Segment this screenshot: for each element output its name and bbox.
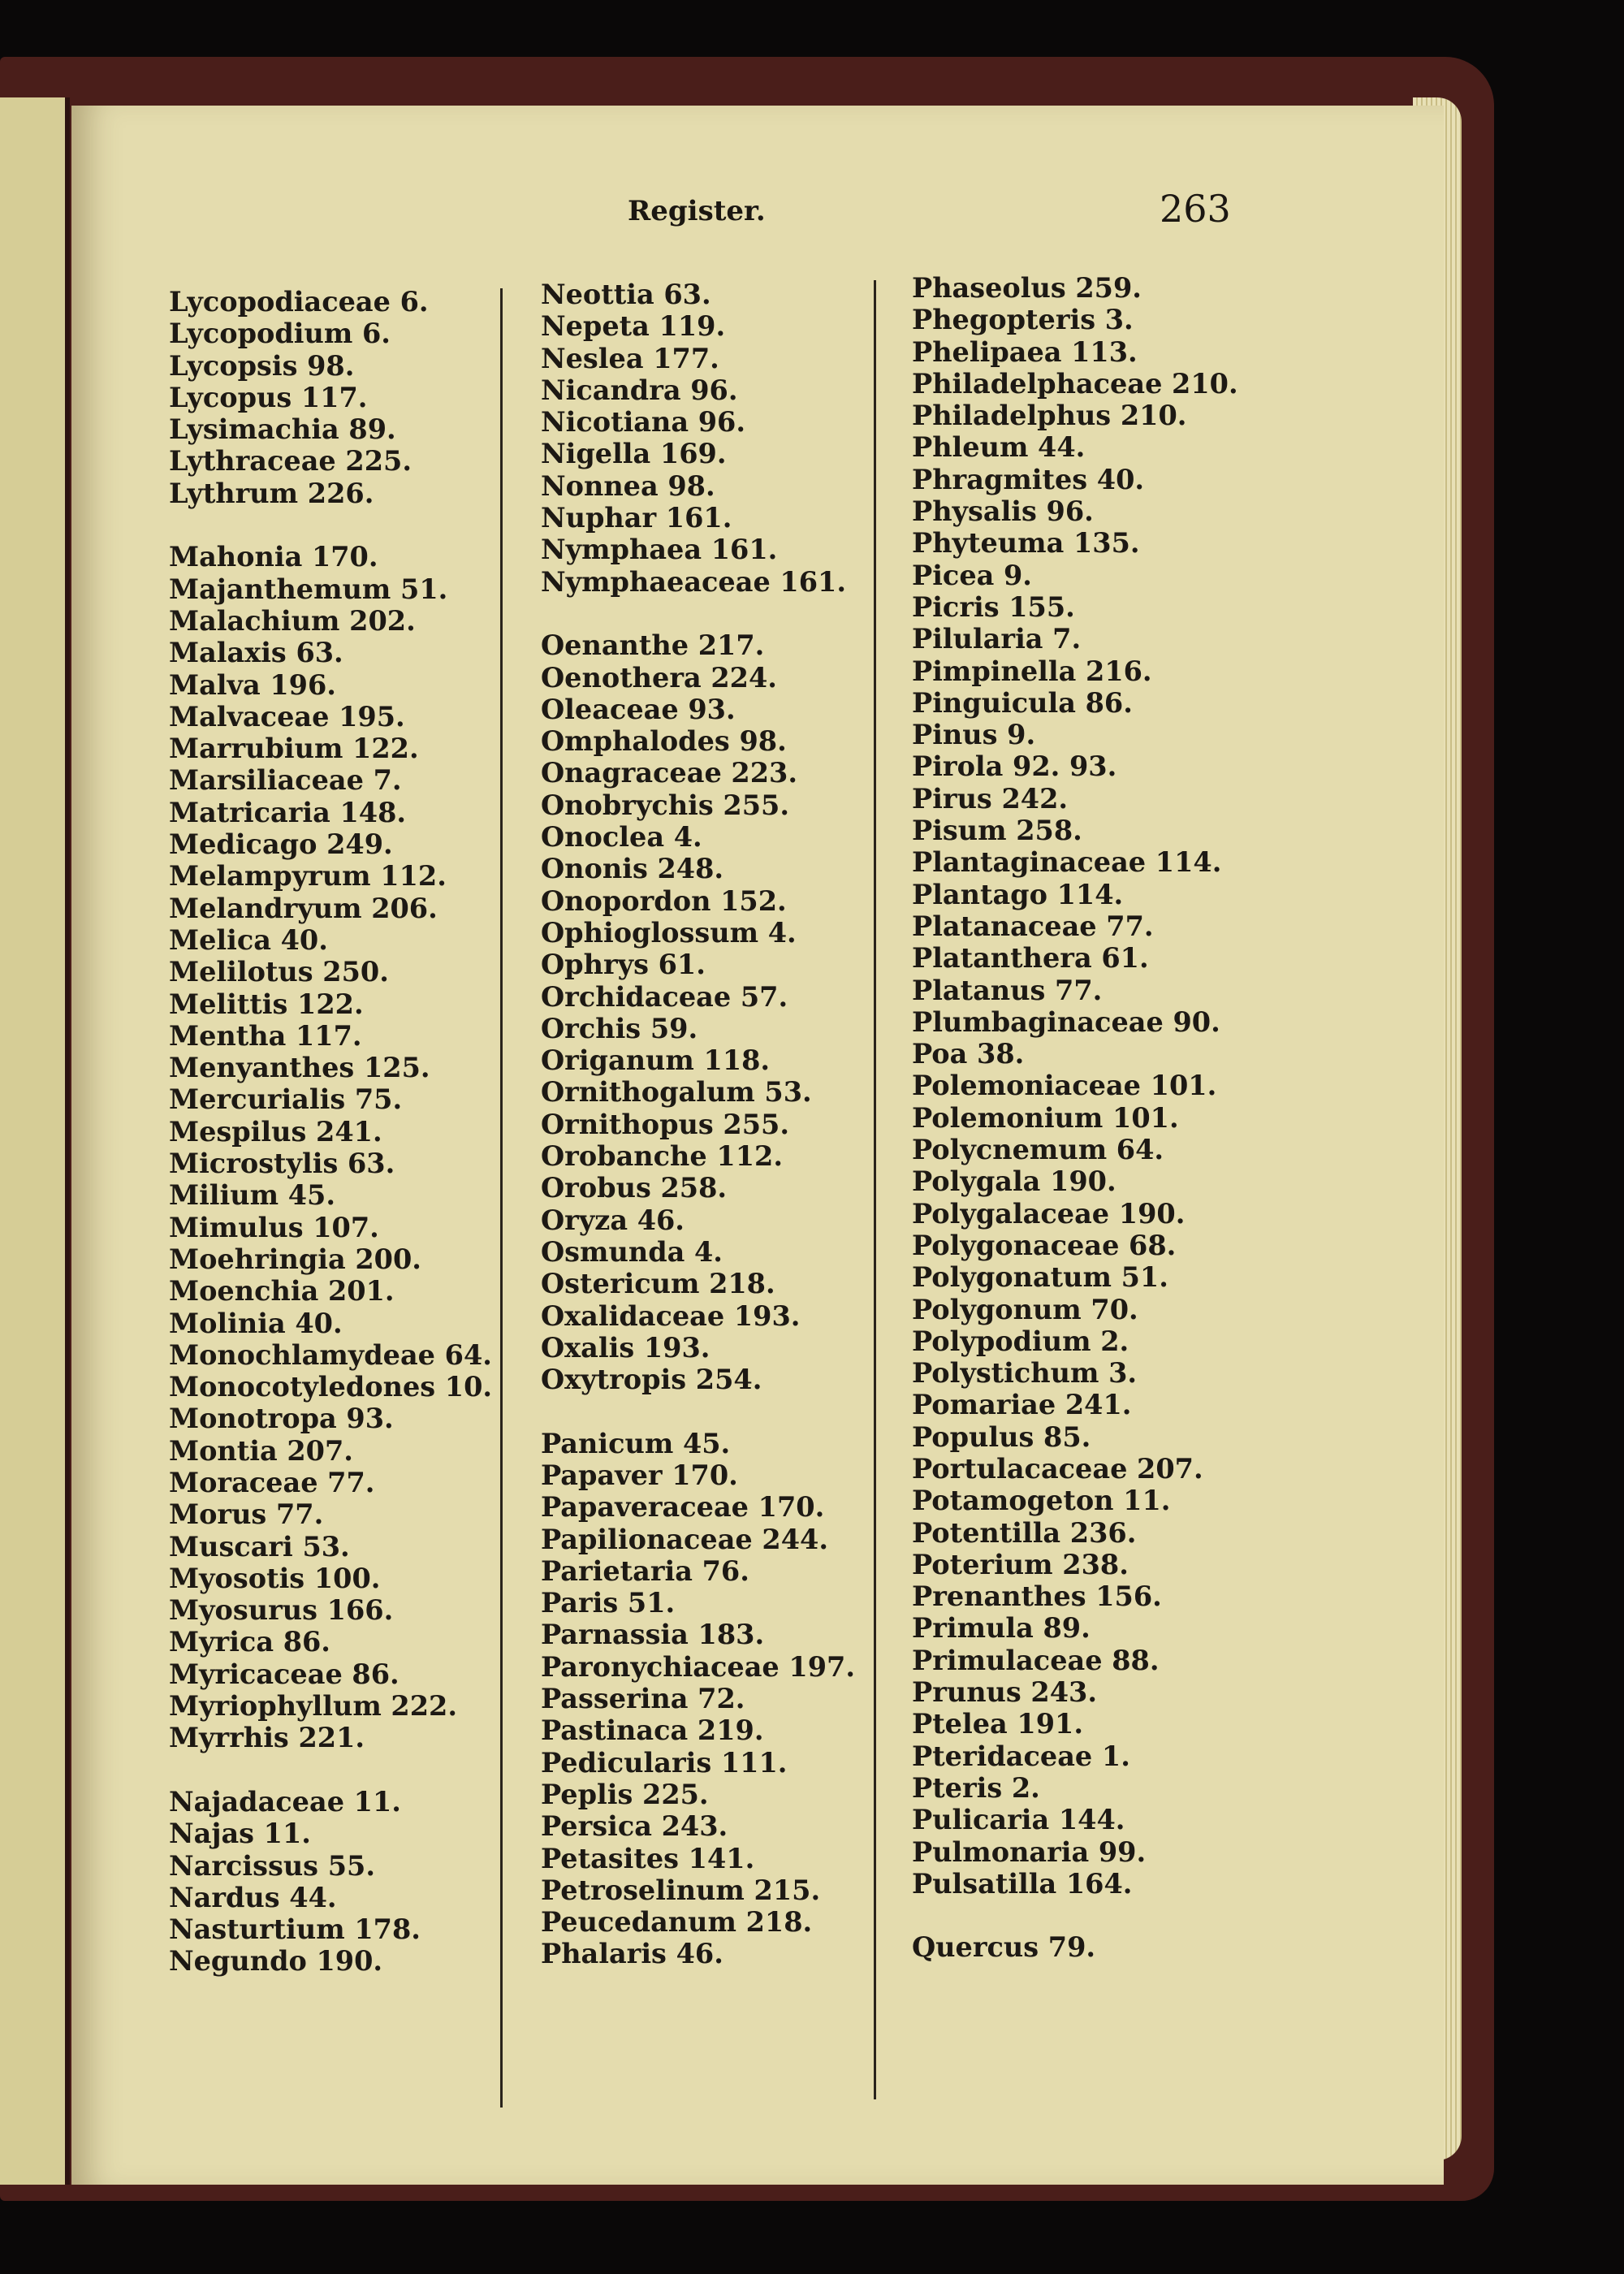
index-entry: Menyanthes 125. [169,1052,430,1084]
index-entry: Pedicularis 111. [541,1746,788,1779]
index-entry: Petasites 141. [541,1842,755,1874]
section-gap [912,1900,1238,1931]
index-entry: Physalis 96. [912,495,1094,528]
index-entry: Monotropa 93. [169,1403,394,1435]
index-entry: Nasturtium 178. [169,1913,421,1946]
index-entry: Phaseolus 259. [912,272,1142,304]
column-divider-2 [874,280,876,2099]
index-entry: Marsiliaceae 7. [169,764,402,797]
index-entry: Origanum 118. [541,1044,771,1077]
index-entry: Passerina 72. [541,1683,745,1715]
index-entry: Mercurialis 75. [169,1083,403,1116]
index-entry: Paris 51. [541,1587,676,1619]
index-entry: Moenchia 201. [169,1275,395,1308]
index-entry: Phleum 44. [912,431,1086,464]
index-entry: Primulaceae 88. [912,1644,1160,1676]
index-entry: Moraceae 77. [169,1466,375,1498]
index-entry: Portulacaceae 207. [912,1452,1203,1485]
index-entry: Nymphaeaceae 161. [541,565,847,598]
index-entry: Prunus 243. [912,1676,1098,1709]
index-entry: Microstylis 63. [169,1148,395,1180]
index-entry: Oleaceae 93. [541,693,736,725]
index-entry: Pastinaca 219. [541,1714,764,1747]
index-entry: Polygonatum 51. [912,1261,1168,1294]
index-entry: Picris 155. [912,590,1075,623]
index-entry: Nymphaea 161. [541,534,778,566]
index-entry: Myosurus 166. [169,1594,394,1627]
index-entry: Malaxis 63. [169,637,343,669]
index-entry: Lycopodiaceae 6. [169,286,429,318]
section-gap [169,509,492,541]
index-entry: Papilionaceae 244. [541,1523,828,1555]
index-entry: Neottia 63. [541,279,711,310]
index-entry: Ornithopus 255. [541,1108,789,1140]
index-entry: Ophrys 61. [541,949,706,981]
index-entry: Ostericum 218. [541,1268,775,1300]
index-entry: Pomariae 241. [912,1389,1132,1421]
index-entry: Platanus 77. [912,974,1103,1006]
index-entry: Moehringia 200. [169,1243,421,1275]
index-entry: Potentilla 236. [912,1516,1137,1549]
index-entry: Molinia 40. [169,1307,343,1339]
index-entry: Parnassia 183. [541,1619,765,1651]
page-header [71,187,1444,236]
index-entry: Lythrum 226. [169,477,374,509]
index-entry: Milium 45. [169,1179,336,1212]
index-entry: Mimulus 107. [169,1211,379,1243]
index-entry: Phelipaea 113. [912,335,1138,368]
index-entry: Quercus 79. [912,1931,1096,1964]
index-entry: Onagraceae 223. [541,757,798,789]
index-entry: Pilularia 7. [912,623,1082,655]
index-entry: Oxytropis 254. [541,1364,762,1396]
index-entry: Prenanthes 156. [912,1580,1162,1613]
index-entry: Ononis 248. [541,853,724,885]
index-entry: Poterium 238. [912,1548,1129,1580]
index-entry: Negundo 190. [169,1945,383,1978]
index-entry: Lycopus 117. [169,381,368,413]
book-page [71,106,1444,2185]
index-entry: Onobrychis 255. [541,789,790,821]
index-entry: Philadelphaceae 210. [912,367,1238,400]
index-entry: Oenanthe 217. [541,629,765,662]
index-entry: Melampyrum 112. [169,860,447,893]
index-column-2 [541,279,855,1970]
index-entry: Pteridaceae 1. [912,1740,1130,1772]
index-entry: Oryza 46. [541,1204,685,1236]
left-page-edge [0,97,70,2185]
index-entry: Marrubium 122. [169,733,419,765]
index-column-1 [169,286,492,1978]
index-entry: Mentha 117. [169,1019,362,1052]
index-entry: Mespilus 241. [169,1115,382,1148]
index-entry: Neslea 177. [541,342,719,374]
index-entry: Malva 196. [169,668,336,701]
index-entry: Orchis 59. [541,1012,698,1044]
index-entry: Myosotis 100. [169,1562,381,1594]
index-entry: Pirola 92. 93. [912,750,1117,783]
index-entry: Ptelea 191. [912,1708,1083,1740]
index-entry: Lysimachia 89. [169,413,396,446]
index-entry: Papaver 170. [541,1459,738,1491]
index-entry: Nepeta 119. [541,310,726,343]
index-entry: Oenothera 224. [541,661,777,694]
index-entry: Plumbaginaceae 90. [912,1005,1220,1038]
column-divider-1 [500,288,503,2108]
index-entry: Nigella 169. [541,438,727,470]
index-entry: Paronychiaceae 197. [541,1650,855,1683]
index-entry: Nonnea 98. [541,469,715,502]
index-entry: Platanaceae 77. [912,910,1154,942]
index-entry: Lycopodium 6. [169,318,391,350]
page-title: Register. [628,195,766,227]
index-entry: Potamogeton 11. [912,1485,1171,1517]
index-entry: Osmunda 4. [541,1235,723,1268]
index-entry: Polemonium 101. [912,1101,1179,1134]
index-entry: Pinus 9. [912,719,1036,751]
index-entry: Pulicaria 144. [912,1804,1125,1836]
index-entry: Monochlamydeae 64. [169,1338,492,1371]
index-entry: Ornithogalum 53. [541,1076,812,1109]
section-gap [541,598,855,629]
index-entry: Parietaria 76. [541,1554,749,1587]
index-entry: Phegopteris 3. [912,304,1134,336]
index-entry: Peucedanum 218. [541,1906,813,1939]
index-entry: Myricaceae 86. [169,1658,400,1690]
index-entry: Myriophyllum 222. [169,1690,458,1723]
index-entry: Primula 89. [912,1612,1091,1645]
index-entry: Melittis 122. [169,988,364,1020]
index-entry: Polygonum 70. [912,1293,1138,1325]
index-entry: Polypodium 2. [912,1325,1129,1357]
index-entry: Monocotyledones 10. [169,1371,493,1403]
index-entry: Omphalodes 98. [541,725,787,758]
index-entry: Malvaceae 195. [169,700,405,733]
index-entry: Oxalidaceae 193. [541,1299,801,1332]
index-entry: Polystichum 3. [912,1357,1138,1390]
index-entry: Petroselinum 215. [541,1874,821,1906]
index-entry: Pulsatilla 164. [912,1867,1133,1900]
index-entry: Mahonia 170. [169,541,378,573]
page-number: 263 [1160,187,1231,231]
index-entry: Populus 85. [912,1420,1091,1453]
index-entry: Matricaria 148. [169,796,407,828]
index-entry: Orobanche 112. [541,1140,783,1173]
index-entry: Phyteuma 135. [912,527,1140,560]
index-entry: Pteris 2. [912,1771,1040,1804]
index-entry: Melilotus 250. [169,956,389,988]
index-entry: Malachium 202. [169,604,416,637]
index-entry: Nicandra 96. [541,374,738,406]
index-entry: Pimpinella 216. [912,655,1152,687]
index-entry: Nardus 44. [169,1881,337,1913]
section-gap [541,1395,855,1427]
index-entry: Myrica 86. [169,1626,330,1658]
index-entry: Melandryum 206. [169,892,438,924]
index-entry: Polygalaceae 190. [912,1197,1186,1230]
index-entry: Melica 40. [169,923,328,956]
index-entry: Ophioglossum 4. [541,916,797,949]
index-entry: Pulmonaria 99. [912,1835,1147,1868]
index-entry: Nicotiana 96. [541,406,746,439]
index-entry: Peplis 225. [541,1778,709,1810]
index-entry: Philadelphus 210. [912,400,1187,432]
index-entry: Najas 11. [169,1818,311,1850]
index-entry: Montia 207. [169,1434,353,1467]
index-entry: Lycopsis 98. [169,349,355,382]
index-entry: Platanthera 61. [912,942,1149,975]
index-column-3 [912,272,1238,1964]
index-entry: Poa 38. [912,1038,1025,1070]
index-entry: Phalaris 46. [541,1938,723,1970]
index-entry: Orobus 258. [541,1172,728,1204]
index-entry: Najadaceae 11. [169,1785,401,1818]
index-entry: Majanthemum 51. [169,573,448,605]
index-entry: Narcissus 55. [169,1849,375,1882]
index-entry: Panicum 45. [541,1427,731,1459]
index-entry: Onopordon 152. [541,884,787,917]
index-entry: Persica 243. [541,1810,728,1843]
index-entry: Morus 77. [169,1498,324,1531]
index-entry: Papaveraceae 170. [541,1491,825,1524]
index-entry: Oxalis 193. [541,1331,710,1364]
index-entry: Onoclea 4. [541,821,702,854]
index-entry: Medicago 249. [169,828,393,861]
index-entry: Pisum 258. [912,815,1082,847]
index-entry: Muscari 53. [169,1530,350,1563]
index-entry: Plantago 114. [912,878,1124,910]
index-entry: Picea 9. [912,559,1032,591]
index-entry: Plantaginaceae 114. [912,846,1222,879]
index-entry: Polycnemum 64. [912,1134,1164,1166]
index-entry: Pirus 242. [912,782,1069,815]
index-entry: Nuphar 161. [541,502,732,534]
index-entry: Orchidaceae 57. [541,980,788,1013]
index-entry: Lythraceae 225. [169,445,412,478]
index-entry: Phragmites 40. [912,463,1145,495]
index-entry: Pinguicula 86. [912,686,1133,719]
index-entry: Myrrhis 221. [169,1722,365,1754]
section-gap [169,1754,492,1786]
index-entry: Polygala 190. [912,1165,1116,1198]
index-entry: Polygonaceae 68. [912,1229,1177,1261]
index-entry: Polemoniaceae 101. [912,1070,1217,1102]
